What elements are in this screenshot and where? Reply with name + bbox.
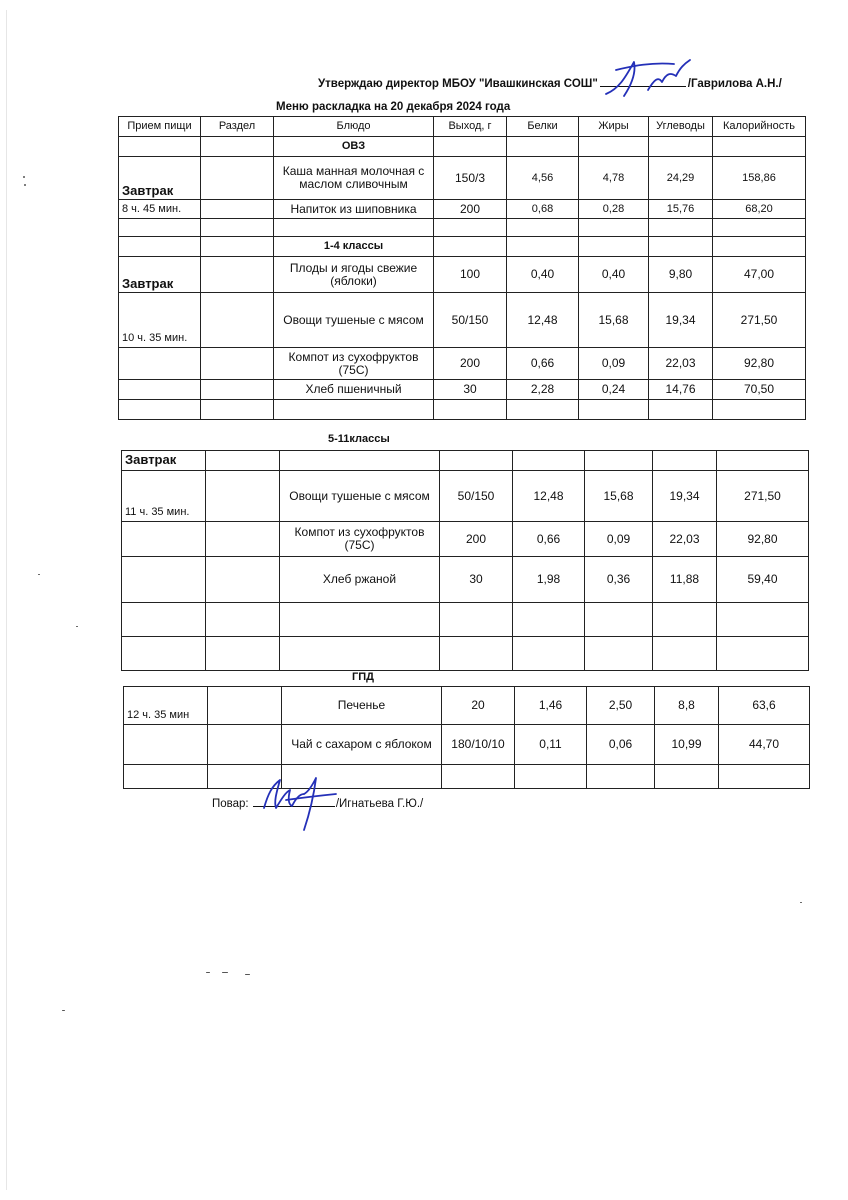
scan-speck — [76, 626, 78, 627]
yield-value: 50/150 — [440, 471, 513, 522]
table-cell — [122, 557, 206, 603]
table-row — [122, 471, 809, 522]
table-cell — [717, 603, 809, 637]
carbs-value: 9,80 — [649, 257, 713, 293]
table-cell — [579, 400, 649, 420]
approval-separator: / — [687, 78, 691, 90]
meal-time: 8 ч. 45 мин. — [119, 200, 201, 219]
protein-value: 12,48 — [513, 471, 585, 522]
empty-row — [122, 603, 809, 637]
table-cell — [119, 237, 201, 257]
menu-table-gpd — [123, 686, 810, 789]
carbs-value: 19,34 — [653, 471, 717, 522]
fat-value: 0,09 — [579, 348, 649, 380]
dish-name: Овощи тушеные с мясом — [274, 293, 434, 348]
yield-value: 150/3 — [434, 157, 507, 200]
table-cell — [585, 637, 653, 671]
kcal-value: 68,20 — [713, 200, 806, 219]
kcal-value: 271,50 — [713, 293, 806, 348]
table-cell — [653, 603, 717, 637]
table-cell — [119, 380, 201, 400]
section-5-11: 5-11классы — [328, 433, 390, 445]
kcal-value: 47,00 — [713, 257, 806, 293]
director-signature — [596, 54, 696, 102]
carbs-value: 10,99 — [655, 725, 719, 765]
col-section: Раздел — [201, 117, 274, 137]
protein-value: 4,56 — [507, 157, 579, 200]
table-cell — [122, 637, 206, 671]
carbs-value: 22,03 — [653, 522, 717, 557]
cook-name: /Игнатьева Г.Ю./ — [335, 798, 424, 810]
meal-label: Завтрак — [122, 451, 206, 471]
fat-value: 0,06 — [587, 725, 655, 765]
protein-value: 2,28 — [507, 380, 579, 400]
meal-time: 10 ч. 35 мин. — [119, 293, 201, 348]
table-cell — [208, 687, 282, 725]
kcal-value: 70,50 — [713, 380, 806, 400]
kcal-value: 158,86 — [713, 157, 806, 200]
table-cell — [124, 765, 208, 789]
protein-value: 0,40 — [507, 257, 579, 293]
table-cell — [655, 765, 719, 789]
table-cell — [434, 400, 507, 420]
col-protein: Белки — [507, 117, 579, 137]
section-row-1-4 — [119, 237, 806, 257]
table-cell — [119, 400, 201, 420]
kcal-value: 59,40 — [717, 557, 809, 603]
col-fat: Жиры — [579, 117, 649, 137]
fat-value: 15,68 — [579, 293, 649, 348]
table-cell — [513, 603, 585, 637]
table-cell — [280, 637, 440, 671]
table-row — [119, 257, 806, 293]
table-cell — [649, 237, 713, 257]
table-row — [122, 522, 809, 557]
table-cell — [206, 471, 280, 522]
scan-speck — [23, 176, 25, 178]
menu-table-5-11 — [121, 450, 809, 671]
protein-value: 0,11 — [515, 725, 587, 765]
table-cell — [585, 603, 653, 637]
table-row — [122, 557, 809, 603]
table-row — [119, 200, 806, 219]
dish-name: Плоды и ягоды свежие (яблоки) — [274, 257, 434, 293]
table-cell — [206, 522, 280, 557]
table-cell — [119, 219, 201, 237]
table-cell — [442, 765, 515, 789]
table-cell — [653, 451, 717, 471]
table-cell — [713, 400, 806, 420]
dish-name: Компот из сухофруктов (75С) — [274, 348, 434, 380]
table-cell — [201, 137, 274, 157]
table-row — [119, 293, 806, 348]
table-row — [119, 380, 806, 400]
dish-name: Напиток из шиповника — [274, 200, 434, 219]
table-cell — [507, 237, 579, 257]
yield-value: 200 — [434, 200, 507, 219]
table-cell — [649, 400, 713, 420]
table-cell — [206, 603, 280, 637]
scan-speck — [222, 972, 228, 973]
empty-row — [119, 400, 806, 420]
meal-label: Завтрак — [119, 257, 201, 293]
carbs-value: 22,03 — [649, 348, 713, 380]
scan-speck — [62, 1010, 65, 1011]
table-row — [124, 725, 810, 765]
kcal-value: 92,80 — [713, 348, 806, 380]
table-row — [124, 687, 810, 725]
protein-value: 12,48 — [507, 293, 579, 348]
fat-value: 15,68 — [585, 471, 653, 522]
table-cell — [717, 637, 809, 671]
table-cell — [122, 603, 206, 637]
scan-speck — [24, 184, 26, 186]
table-cell — [280, 603, 440, 637]
meal-label: Завтрак — [119, 157, 201, 200]
empty-row — [124, 765, 810, 789]
col-carbs: Углеводы — [649, 117, 713, 137]
section-1-4: 1-4 классы — [274, 237, 434, 257]
protein-value: 1,98 — [513, 557, 585, 603]
fat-value: 0,24 — [579, 380, 649, 400]
section-gpd: ГПД — [352, 671, 374, 683]
fat-value: 0,36 — [585, 557, 653, 603]
table-cell — [434, 137, 507, 157]
table-cell — [579, 137, 649, 157]
dish-name: Компот из сухофруктов (75С) — [280, 522, 440, 557]
kcal-value: 271,50 — [717, 471, 809, 522]
director-name: Гаврилова А.Н./ — [690, 78, 782, 90]
kcal-value: 44,70 — [719, 725, 810, 765]
dish-name: Хлеб пшеничный — [274, 380, 434, 400]
carbs-value: 24,29 — [649, 157, 713, 200]
table-cell — [585, 451, 653, 471]
dish-name: Печенье — [282, 687, 442, 725]
table-cell — [208, 725, 282, 765]
table-cell — [201, 200, 274, 219]
menu-title: Меню раскладка на 20 декабря 2024 года — [276, 101, 511, 113]
table-cell — [206, 451, 280, 471]
table-cell — [507, 219, 579, 237]
table-cell — [274, 219, 434, 237]
table-cell — [201, 219, 274, 237]
table-cell — [201, 157, 274, 200]
kcal-value: 63,6 — [719, 687, 810, 725]
cook-signature — [256, 772, 346, 834]
carbs-value: 8,8 — [655, 687, 719, 725]
table-cell — [515, 765, 587, 789]
yield-value: 30 — [434, 380, 507, 400]
meal-time: 12 ч. 35 мин — [124, 687, 208, 725]
protein-value: 0,68 — [507, 200, 579, 219]
dish-name: Овощи тушеные с мясом — [280, 471, 440, 522]
table-cell — [649, 137, 713, 157]
scan-speck — [245, 974, 250, 975]
fat-value: 0,09 — [585, 522, 653, 557]
empty-row — [122, 637, 809, 671]
table-cell — [579, 237, 649, 257]
carbs-value: 11,88 — [653, 557, 717, 603]
fat-value: 0,40 — [579, 257, 649, 293]
section-row-ovz — [119, 137, 806, 157]
protein-value: 0,66 — [513, 522, 585, 557]
table-cell — [579, 219, 649, 237]
table-cell — [201, 293, 274, 348]
table-cell — [719, 765, 810, 789]
carbs-value: 15,76 — [649, 200, 713, 219]
table-cell — [280, 451, 440, 471]
table-cell — [119, 137, 201, 157]
carbs-value: 14,76 — [649, 380, 713, 400]
table-cell — [513, 637, 585, 671]
fat-value: 0,28 — [579, 200, 649, 219]
scan-speck — [38, 574, 40, 575]
meal-row — [122, 451, 809, 471]
table-cell — [713, 219, 806, 237]
table-cell — [653, 637, 717, 671]
yield-value: 100 — [434, 257, 507, 293]
protein-value: 1,46 — [515, 687, 587, 725]
cook-label: Повар: — [212, 798, 249, 810]
carbs-value: 19,34 — [649, 293, 713, 348]
approval-line — [318, 76, 782, 90]
table-cell — [440, 603, 513, 637]
table-cell — [201, 257, 274, 293]
table-cell — [649, 219, 713, 237]
table-cell — [507, 400, 579, 420]
dish-name: Каша манная молочная с маслом сливочным — [274, 157, 434, 200]
section-ovz: ОВЗ — [274, 137, 434, 157]
scan-speck — [800, 902, 802, 903]
meal-time: 11 ч. 35 мин. — [122, 471, 206, 522]
col-yield: Выход, г — [434, 117, 507, 137]
table-cell — [124, 725, 208, 765]
table-cell — [587, 765, 655, 789]
approval-text: Утверждаю директор МБОУ "Ивашкинская СОШ" — [318, 78, 598, 90]
col-dish: Блюдо — [274, 117, 434, 137]
fat-value: 2,50 — [587, 687, 655, 725]
table-cell — [717, 451, 809, 471]
table-cell — [206, 557, 280, 603]
table-cell — [201, 237, 274, 257]
table-cell — [434, 219, 507, 237]
table-cell — [507, 137, 579, 157]
table-cell — [201, 348, 274, 380]
table-cell — [434, 237, 507, 257]
table-cell — [713, 237, 806, 257]
table-row — [119, 348, 806, 380]
header-row — [119, 117, 806, 137]
empty-row — [119, 219, 806, 237]
table-cell — [274, 400, 434, 420]
dish-name: Хлеб ржаной — [280, 557, 440, 603]
dish-name: Чай с сахаром с яблоком — [282, 725, 442, 765]
table-cell — [440, 637, 513, 671]
table-cell — [119, 348, 201, 380]
yield-value: 200 — [440, 522, 513, 557]
protein-value: 0,66 — [507, 348, 579, 380]
table-cell — [440, 451, 513, 471]
col-meal: Прием пищи — [119, 117, 201, 137]
menu-table-main — [118, 116, 806, 420]
yield-value: 20 — [442, 687, 515, 725]
scan-speck — [206, 972, 210, 973]
table-cell — [713, 137, 806, 157]
table-cell — [122, 522, 206, 557]
yield-value: 50/150 — [434, 293, 507, 348]
table-row — [119, 157, 806, 200]
table-cell — [201, 380, 274, 400]
table-cell — [513, 451, 585, 471]
col-kcal: Калорийность — [713, 117, 806, 137]
yield-value: 180/10/10 — [442, 725, 515, 765]
kcal-value: 92,80 — [717, 522, 809, 557]
table-cell — [206, 637, 280, 671]
fat-value: 4,78 — [579, 157, 649, 200]
yield-value: 30 — [440, 557, 513, 603]
yield-value: 200 — [434, 348, 507, 380]
table-cell — [201, 400, 274, 420]
